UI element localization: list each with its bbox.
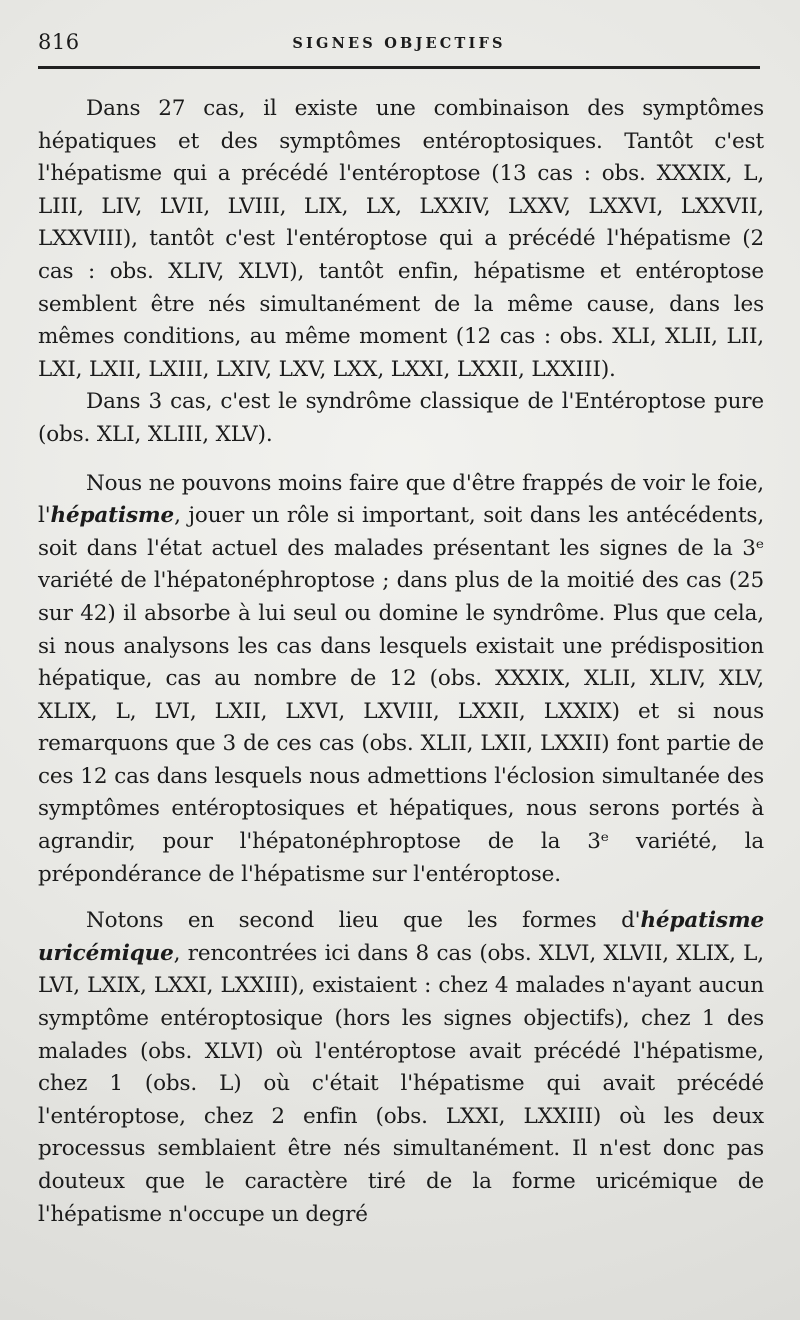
running-title: SIGNES OBJECTIFS — [292, 35, 506, 52]
paragraph-1: Dans 27 cas, il existe une combinaison des symptômes hépatiques et des symptômes entéroptosiques. Tantôt c'est l'hépatisme qui a précédé l'entéroptose (13 cas : obs. XXXIX, L, LIII, LIV, LVII, LVIII, LIX, LX, LXXIV, LXXV, LXXVI, LXXVII, LXXVIII), tantôt c'est l'entéroptose qui a précédé l'hépatisme (2 cas : obs. XLIV, XLVI), tantôt enfin, hépatisme et entéroptose semblent être nés simultanément de la même cause, dans les mêmes conditions, au même moment (12 cas : obs. XLI, XLII, LII, LXI, LXII, LXIII, LXIV, LXV, LXX, LXXI, LXXII, LXXIII). — [38, 96, 764, 382]
page-number: 816 — [38, 30, 80, 54]
header-rule — [38, 66, 760, 69]
paragraph-2: Dans 3 cas, c'est le syndrôme classique de l'Entéroptose pure (obs. XLI, XLIII, XLV). — [38, 389, 764, 447]
paragraph-3 — [38, 468, 764, 892]
paragraph-3-text-b: , jouer un rôle si important, soit dans les antécédents, soit dans l'état actuel des malades présentant les signes de la 3ᵉ variété de l'hépatonéphroptose ; dans plus de la moitié des cas (25 sur 42) il absorbe à lui seul ou domine le syndrôme. Plus que cela, si nous analysons les cas dans lesquels existait une prédisposition hépatique, cas au nombre de 12 (obs. XXXIX, XLII, XLIV, XLV, XLIX, L, LVI, LXII, LXVI, LXVIII, LXXII, LXXIX) et si nous remarquons que 3 de ces cas (obs. XLII, LXII, LXXII) font partie de ces 12 cas dans lesquels nous admettions l'éclosion simultanée des symptômes entéroptosiques et hépatiques, nous serons portés à agrandir, pour l'hépatonéphroptose de la 3ᵉ variété, la prépondérance de l'hépatisme sur l'entéroptose. — [38, 503, 764, 887]
paragraph-4-text-b: , rencontrées ici dans 8 cas (obs. XLVI, XLVII, XLIX, L, LVI, LXIX, LXXI, LXXIII), existaient : chez 4 malades n'ayant aucun symptôme entéroptosique (hors les signes objectifs), chez 1 des malades (obs. XLVI) où l'entéroptose avait précédé l'hépatisme, chez 1 (obs. L) où c'était l'hépatisme qui avait précédé l'entéroptose, chez 2 enfin (obs. LXXI, LXXIII) où les deux processus semblaient être nés simultanément. Il n'est donc pas douteux que le caractère tiré de la forme uricémique de l'hépatisme n'occupe un degré — [38, 940, 764, 1227]
paragraph-4-text-a: Notons en second lieu que les formes d' — [86, 908, 641, 934]
paragraph-4-emphasis: hépatisme uricémique — [38, 908, 764, 966]
running-head — [38, 26, 760, 66]
paragraph-3-text-a: Nous ne pouvons moins faire que d'être frappés de voir le foie, l' — [38, 470, 764, 529]
paragraph-3-emphasis: hépatisme — [50, 503, 175, 529]
body-text — [38, 93, 764, 1231]
paragraph-4 — [38, 905, 764, 1231]
